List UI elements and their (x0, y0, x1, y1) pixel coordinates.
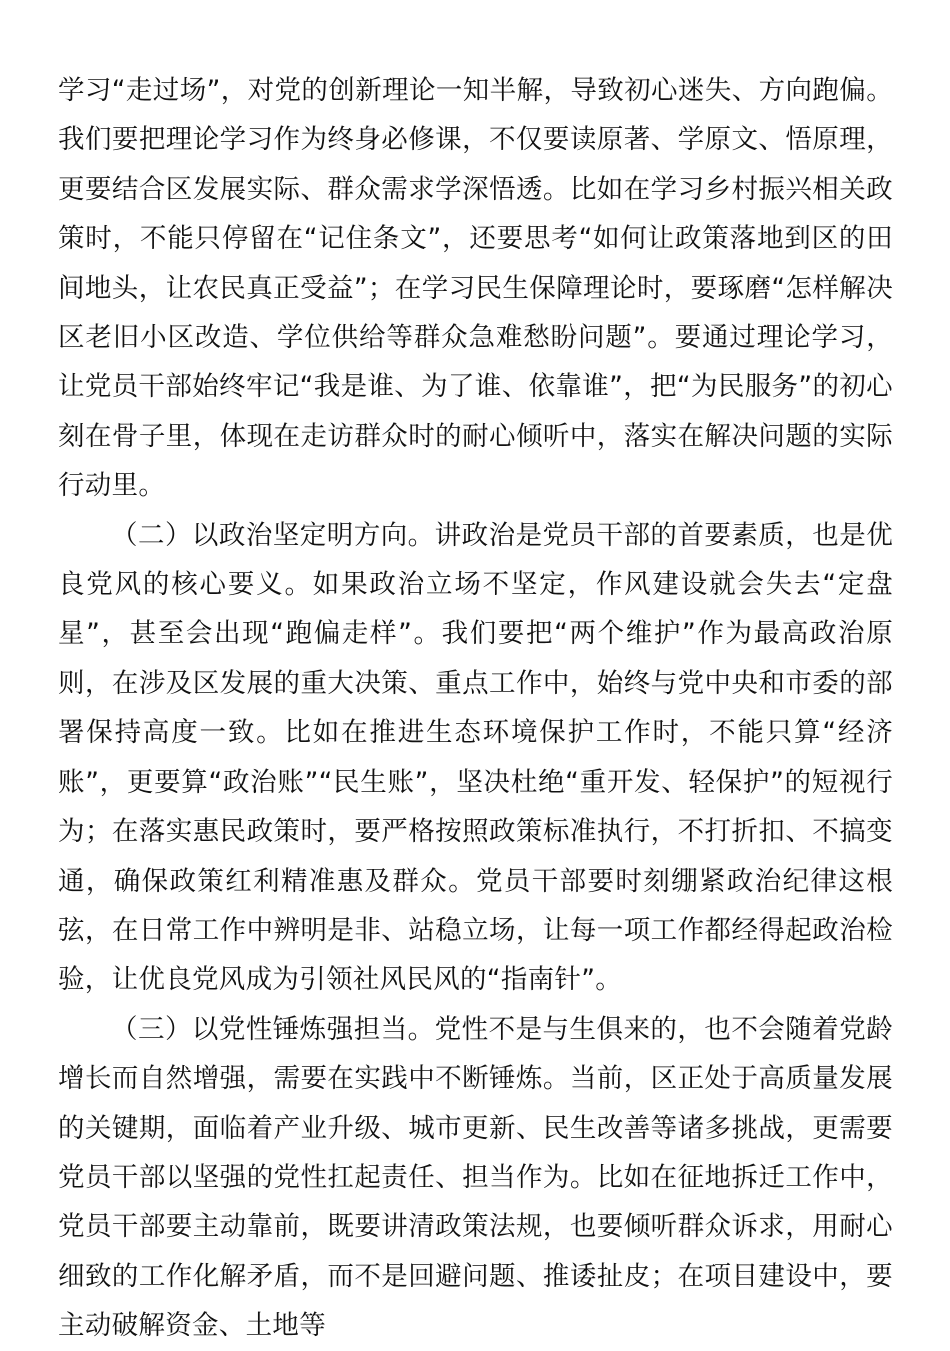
body-paragraph-2: （二）以政治坚定明方向。讲政治是党员干部的首要素质，也是优良党风的核心要义。如果政治立场不坚定，作风建设就会失去“定盘星”，甚至会出现“跑偏走样”。我们要把“两个维护”作为最高政治原则，在涉及区发展的重大决策、重点工作中，始终与党中央和市委的部署保持高度一致。比如在推进生态环境保护工作时，不能只算“经济账”，更要算“政治账”“民生账”，坚决杜绝“重开发、轻保护”的短视行为；在落实惠民政策时，要严格按照政策标准执行，不打折扣、不搞变通，确保政策红利精准惠及群众。党员干部要时刻绷紧政治纪律这根弦，在日常工作中辨明是非、站稳立场，让每一项工作都经得起政治检验，让优良党风成为引领社风民风的“指南针”。 (58, 519, 893, 996)
body-paragraph-1: 学习“走过场”，对党的创新理论一知半解，导致初心迷失、方向跑偏。我们要把理论学习作为终身必修课，不仅要读原著、学原文、悟原理，更要结合区发展实际、群众需求学深悟透。比如在学习乡村振兴相关政策时，不能只停留在“记住条文”，还要思考“如何让政策落地到区的田间地头，让农民真正受益”；在学习民生保障理论时，要琢磨“怎样解决区老旧小区改造、学位供给等群众急难愁盼问题”。要通过理论学习，让党员干部始终牢记“我是谁、为了谁、依靠谁”，把“为民服务”的初心刻在骨子里，体现在走访群众时的耐心倾听中，落实在解决问题的实际行动里。 (58, 75, 893, 502)
body-paragraph-3: （三）以党性锤炼强担当。党性不是与生俱来的，也不会随着党龄增长而自然增强，需要在实践中不断锤炼。当前，区正处于高质量发展的关键期，面临着产业升级、城市更新、民生改善等诸多挑战，更需要党员干部以坚强的党性扛起责任、担当作为。比如在征地拆迁工作中，党员干部要主动靠前，既要讲清政策法规，也要倾听群众诉求，用耐心细致的工作化解矛盾，而不是回避问题、推诿扯皮；在项目建设中，要主动破解资金、土地等 (58, 1013, 893, 1342)
document-page (58, 66, 893, 1351)
